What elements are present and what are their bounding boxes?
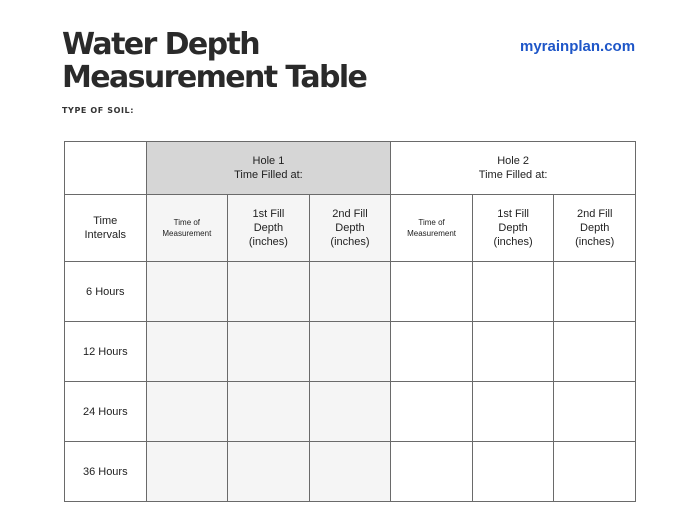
hole-1-time-measurement-header bbox=[146, 195, 228, 262]
hole-2-first-fill-cell[interactable] bbox=[472, 322, 554, 382]
hole-2-first-fill-cell[interactable] bbox=[472, 382, 554, 442]
row-label-36-hours: 36 Hours bbox=[65, 442, 147, 502]
hole-header-row bbox=[65, 142, 636, 195]
hole-2-second-fill-cell[interactable] bbox=[554, 442, 636, 502]
second-fill-line-2: Depth bbox=[580, 222, 610, 234]
table-row bbox=[65, 322, 636, 382]
soil-type-label: TYPE OF SOIL: bbox=[62, 106, 135, 115]
title-line-1: Water Depth bbox=[62, 27, 260, 62]
hole-2-filled-label: Time Filled at: bbox=[478, 169, 548, 181]
second-fill-line-2: Depth bbox=[335, 222, 365, 234]
first-fill-line-1: 1st Fill bbox=[497, 208, 529, 220]
time-intervals-line-2: Intervals bbox=[84, 229, 127, 241]
first-fill-line-1: 1st Fill bbox=[252, 208, 285, 220]
hole-1-header bbox=[146, 142, 391, 195]
hole-2-time-cell[interactable] bbox=[391, 262, 473, 322]
first-fill-line-3: (inches) bbox=[248, 236, 288, 248]
hole-1-first-fill-cell[interactable] bbox=[228, 322, 310, 382]
hole-2-second-fill-cell[interactable] bbox=[554, 322, 636, 382]
first-fill-line-3: (inches) bbox=[493, 236, 533, 248]
time-measurement-line-2: Measurement bbox=[162, 229, 212, 238]
corner-cell bbox=[65, 142, 147, 195]
hole-1-second-fill-cell[interactable] bbox=[309, 382, 391, 442]
time-intervals-header bbox=[65, 195, 147, 262]
brand-link[interactable]: myrainplan.com bbox=[520, 38, 636, 55]
hole-2-name: Hole 2 bbox=[497, 155, 530, 167]
hole-1-time-cell[interactable] bbox=[146, 322, 228, 382]
hole-2-time-cell[interactable] bbox=[391, 322, 473, 382]
second-fill-line-3: (inches) bbox=[330, 236, 370, 248]
row-label-24-hours: 24 Hours bbox=[65, 382, 147, 442]
column-header-row bbox=[65, 195, 636, 262]
hole-1-second-fill-cell[interactable] bbox=[309, 322, 391, 382]
hole-2-first-fill-cell[interactable] bbox=[472, 262, 554, 322]
hole-1-first-fill-cell[interactable] bbox=[228, 442, 310, 502]
title-line-2: Measurement Table bbox=[62, 60, 367, 95]
hole-1-second-fill-cell[interactable] bbox=[309, 262, 391, 322]
hole-2-time-measurement-header bbox=[391, 195, 473, 262]
time-measurement-line-2: Measurement bbox=[407, 229, 456, 238]
table-row bbox=[65, 382, 636, 442]
hole-1-first-fill-cell[interactable] bbox=[228, 382, 310, 442]
time-measurement-line-1: Time of bbox=[173, 218, 201, 227]
hole-1-time-cell[interactable] bbox=[146, 262, 228, 322]
hole-1-time-cell[interactable] bbox=[146, 442, 228, 502]
hole-1-first-fill-cell[interactable] bbox=[228, 262, 310, 322]
hole-1-name: Hole 1 bbox=[252, 155, 285, 167]
hole-2-header bbox=[391, 142, 636, 195]
hole-2-time-cell[interactable] bbox=[391, 442, 473, 502]
hole-2-first-fill-cell[interactable] bbox=[472, 442, 554, 502]
hole-1-second-fill-header bbox=[309, 195, 391, 262]
first-fill-line-2: Depth bbox=[253, 222, 284, 234]
second-fill-line-1: 2nd Fill bbox=[332, 208, 368, 220]
row-label-12-hours: 12 Hours bbox=[65, 322, 147, 382]
table-row bbox=[65, 442, 636, 502]
second-fill-line-1: 2nd Fill bbox=[576, 208, 613, 220]
first-fill-line-2: Depth bbox=[498, 222, 528, 234]
second-fill-line-3: (inches) bbox=[575, 236, 615, 248]
hole-1-second-fill-cell[interactable] bbox=[309, 442, 391, 502]
time-intervals-line-1: Time bbox=[93, 215, 118, 227]
hole-1-first-fill-header bbox=[228, 195, 310, 262]
row-label-6-hours: 6 Hours bbox=[65, 262, 147, 322]
measurement-table bbox=[64, 141, 636, 502]
hole-2-time-cell[interactable] bbox=[391, 382, 473, 442]
hole-1-filled-label: Time Filled at: bbox=[234, 169, 303, 181]
hole-2-second-fill-header bbox=[554, 195, 636, 262]
table-row bbox=[65, 262, 636, 322]
time-measurement-line-1: Time of bbox=[418, 218, 445, 227]
hole-2-first-fill-header bbox=[472, 195, 554, 262]
hole-2-second-fill-cell[interactable] bbox=[554, 262, 636, 322]
page-title bbox=[62, 28, 366, 94]
hole-2-second-fill-cell[interactable] bbox=[554, 382, 636, 442]
hole-1-time-cell[interactable] bbox=[146, 382, 228, 442]
